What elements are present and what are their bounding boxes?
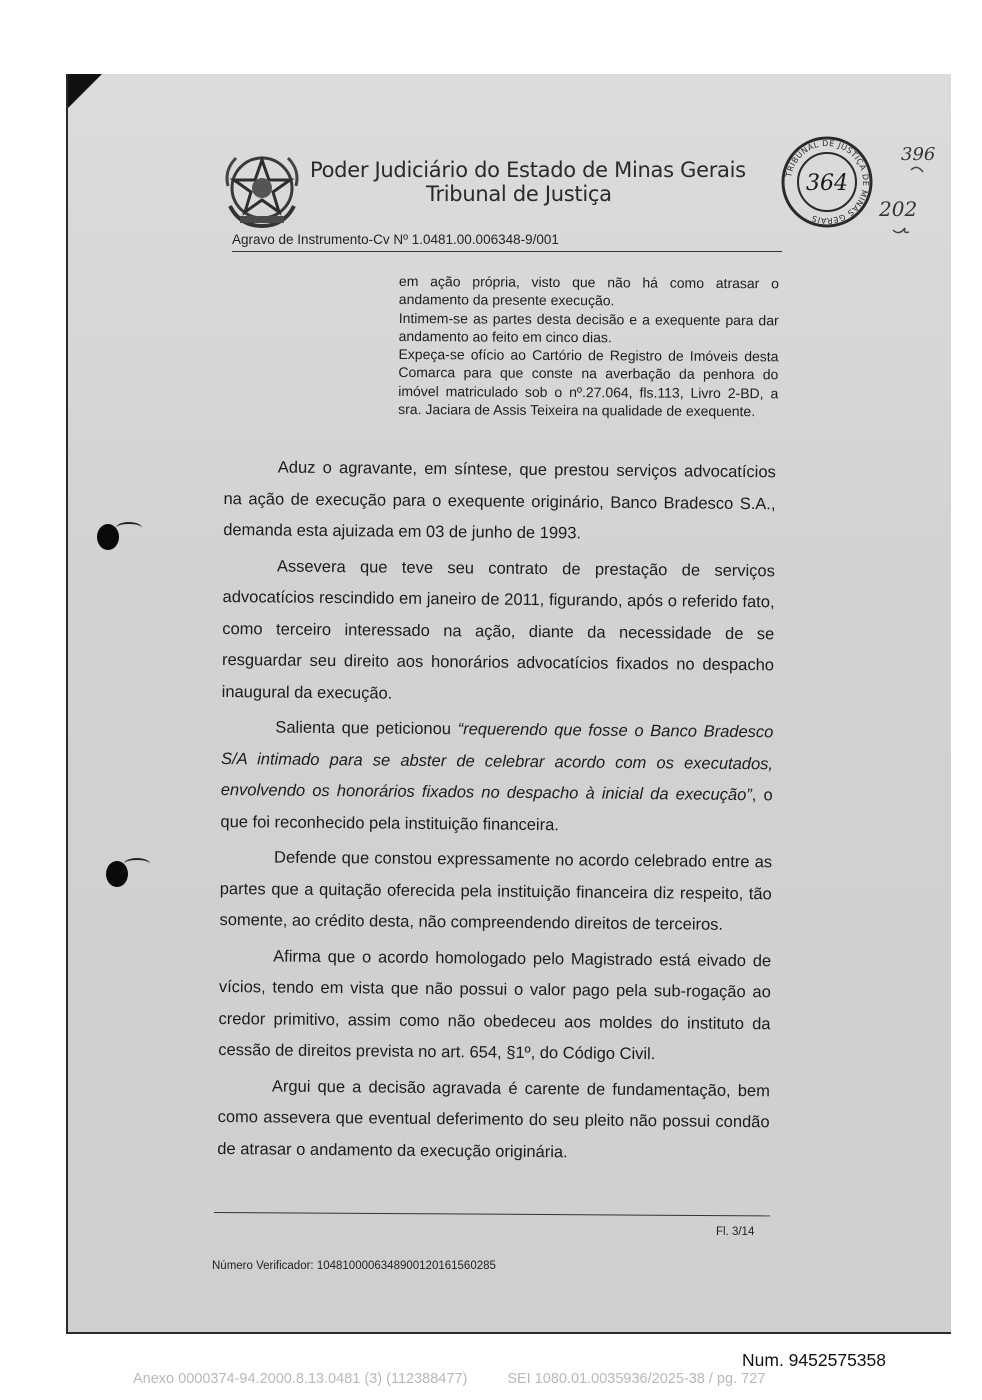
annex-reference: Anexo 0000374-94.2000.8.13.0481 (3) (112388477) xyxy=(133,1371,468,1387)
paragraph: Afirma que o acordo homologado pelo Magistrado está eivado de vícios, tendo em vista que não possui o valor pago pela sub-rogação ao credor primitivo, assim como não obedeceu aos moldes do instituto da cessão de direitos prevista no art. 654, §1º, do Código Civil. xyxy=(218,946,772,1064)
paragraph: Defende que constou expressamente no acordo celebrado entre as partes que a quitação oferecida pela instituição financeira diz respeito, tão somente, ao crédito desta, não compreendendo direitos de terceiros. xyxy=(219,848,773,934)
case-number: Agravo de Instrumento-Cv Nº 1.0481.00.006348-9/001 xyxy=(232,232,559,247)
footer-rule xyxy=(214,1212,770,1216)
paragraph-text: Salienta que peticionou xyxy=(275,718,458,739)
seal-ring-text: TRIBUNAL DE JUSTIÇA DE MINAS GERAIS xyxy=(784,138,871,226)
paragraph: Aduz o agravante, em síntese, que prestou serviços advocatícios na ação de execução para o exequente originário, Banco Bradesco S.A., demanda esta ajuizada em 03 de junho de 1993. xyxy=(223,458,776,543)
punch-hole-mark xyxy=(124,858,150,870)
paragraph xyxy=(222,550,775,713)
quoted-request: “requerendo que fosse o Banco Bradesco S/A intimado para se abster de celebrar acordo com os executados, envolvendo os honorários fixados no despacho à inicial da execução” xyxy=(220,720,774,805)
verifier-number: Número Verificador: 1048100006348900120161560285 xyxy=(212,1260,496,1272)
quoted-line: em ação própria, visto que não há como atrasar o andamento da presente execução. xyxy=(398,273,779,309)
scan-corner-shadow xyxy=(68,74,102,108)
scanned-page xyxy=(66,74,951,1334)
margin-note-top: 396 xyxy=(901,144,936,165)
sei-reference: SEI 1080.01.0035936/2025-38 / pg. 727 xyxy=(507,1371,766,1387)
header-rule xyxy=(232,251,782,252)
coat-of-arms-icon xyxy=(220,146,304,230)
punch-hole-mark xyxy=(116,522,142,534)
quoted-decision xyxy=(398,272,779,421)
margin-note-bottom: 202 xyxy=(879,197,918,221)
quoted-line: Expeça-se ofício ao Cartório de Registro de Imóveis desta Comarca para que conste na averbação da penhora do imóvel matriculado sob o nº.27.064, fls.113, Livro 2-BD, a sra. Jaciara de Assis Teixeira na qualidade de exequente. xyxy=(398,346,779,420)
paragraph xyxy=(220,712,773,843)
seal-page-number: 364 xyxy=(806,171,848,196)
court-seal-stamp xyxy=(779,134,875,230)
paragraph-text: Assevera que teve seu contrato de prestação de serviços advocatícios rescindido em janeiro de 2011, figurando, após o referido fato, como terceiro interessado na ação, diante da necessidade de se resguardar seu direito aos honorários advocatícios fixados no despacho inaugural da execução. xyxy=(221,557,775,703)
handwritten-margin-notes xyxy=(871,138,951,248)
document-body xyxy=(217,452,776,1170)
document-number: Num. 9452575358 xyxy=(742,1350,886,1370)
institution-name: Poder Judiciário do Estado de Minas Gerais xyxy=(310,158,746,182)
annex-stamp xyxy=(133,1371,765,1387)
court-name: Tribunal de Justiça xyxy=(426,182,612,206)
page-folio: Fl. 3/14 xyxy=(716,1226,755,1238)
paragraph-text: , o que foi reconhecido pela instituição financeira. xyxy=(220,786,773,834)
paragraph: Argui que a decisão agravada é carente de fundamentação, bem como assevera que eventual deferimento do seu pleito não possui condão de atrasar o andamento da execução originária. xyxy=(217,1076,770,1161)
quoted-line: Intimem-se as partes desta decisão e a exequente para dar andamento ao feito em cinco dias. xyxy=(398,309,779,346)
